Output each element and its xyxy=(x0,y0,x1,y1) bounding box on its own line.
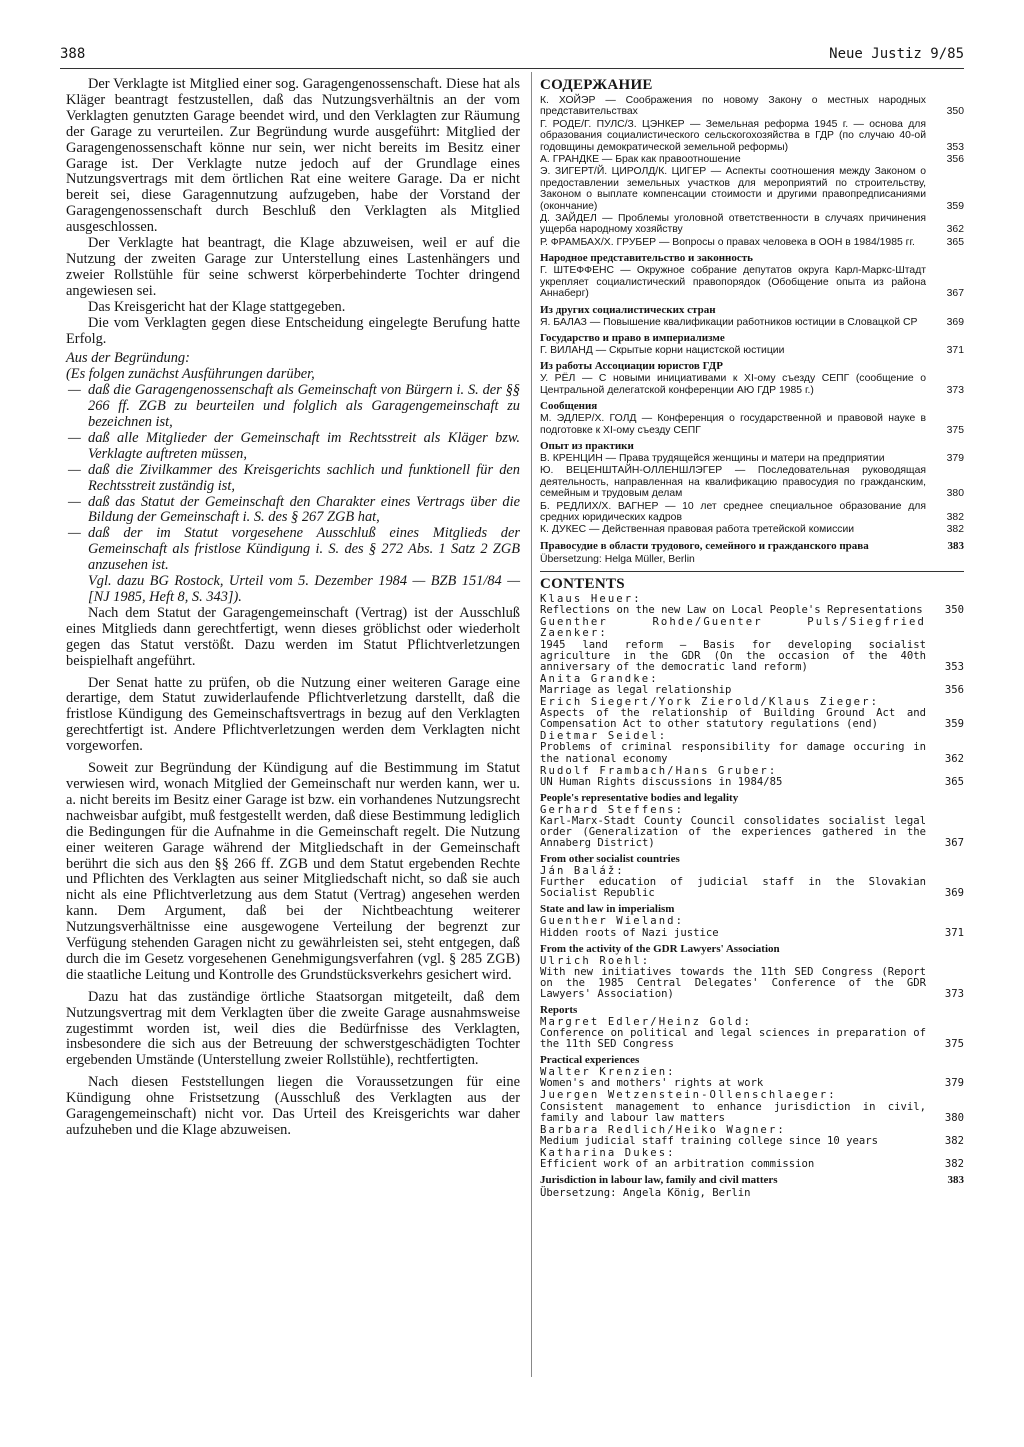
toc-title: Reflections on the new Law on Local People's Representations xyxy=(540,604,923,617)
list-item-text: daß der im Statut vorgesehene Ausschluß eines Mitglieds der Gemeinschaft als fristlose Kündigung i. S. des § 272 Abs. 1 Satz 2 ZGB anzusehen ist. xyxy=(88,525,520,574)
paragraph: Nach dem Statut der Garagengemeinschaft (Vertrag) ist der Ausschluß eines Mitglieds dann gerechtfertigt, wenn dieses gröblichst oder wiederholt gegen das Statut verstößt. Dazu werden im Statut Pflichtverletzungen beispielhaft angeführt. xyxy=(66,604,520,669)
toc-entry xyxy=(540,766,964,788)
toc-entry xyxy=(540,213,964,236)
toc-section: Jurisdiction in labour law, family and civil matters xyxy=(540,1174,778,1187)
toc-entry xyxy=(540,465,964,499)
translator-credit: Übersetzung: Angela König, Berlin xyxy=(540,1187,751,1200)
toc-author: Ján Baláž: xyxy=(540,865,625,878)
page-number: 388 xyxy=(60,46,86,62)
toc-page: 350 xyxy=(946,106,964,118)
column-divider xyxy=(531,72,532,1377)
toc-author: М. ЭДЛЕР/Х. ГОЛД xyxy=(540,413,637,425)
page-header xyxy=(60,46,964,68)
toc-entry xyxy=(540,1017,964,1050)
toc-title: — Конференция о государственной и правовой науке в подготовке к XI-ому съезду СЕПГ xyxy=(540,413,927,436)
toc-author: Barbara Redlich/Heiko Wagner: xyxy=(540,1123,786,1136)
toc-title: — Окружное собрание депутатов округа Карл-Маркс-Штадт укрепляет социалистический правопорядок (Обобщение опыта из района Аннаберг) xyxy=(540,265,927,300)
toc-author: Г. РОДЕ/Г. ПУЛС/З. ЦЭНКЕР xyxy=(540,118,685,130)
toc-entry xyxy=(540,524,964,535)
toc-entry xyxy=(540,866,964,899)
toc-page: 365 xyxy=(944,775,964,788)
toc-page: 356 xyxy=(944,683,964,696)
toc-title: — Соображения по новому Закону о местных народных представительствах xyxy=(540,95,926,118)
toc-section: Practical experiences xyxy=(540,1054,640,1067)
toc-entry xyxy=(540,501,964,524)
paragraph: Der Senat hatte zu prüfen, ob die Nutzung einer weiteren Garage eine derartige, dem Statut zuwiderlaufende Pflichtverletzung darstellt, daß die fristlose Kündigung des Gemeinschaftsvertrags in bezug auf den Verklagten gerechtfertigt ist. Andere Pflichtverletzungen werden dem Verklagten nicht vorgeworfen. xyxy=(66,674,520,755)
toc-entry xyxy=(540,95,964,118)
toc-author: Ю. ВЕЦЕНШТАЙН-ОЛЛЕНШЛЭГЕР xyxy=(540,465,723,477)
toc-author: Anita Grandke: xyxy=(540,672,659,685)
dash-marker: — xyxy=(68,382,81,399)
toc-title: Marriage as legal relationship xyxy=(540,683,732,696)
toc-entry xyxy=(540,697,964,730)
toc-author: Б. РЕДЛИХ/Х. ВАГНЕР xyxy=(540,500,659,512)
toc-entry xyxy=(540,119,964,153)
reasoning-list xyxy=(66,383,520,574)
list-item-text: daß das Statut der Gemeinschaft den Charakter eines Vertrags über die Bildung der Gemeinschaft i. S. des § 267 ZGB hat, xyxy=(88,493,520,526)
toc-author: Э. ЗИГЕРТ/Й. ЦИРОЛД/К. ЦИГЕР xyxy=(540,166,707,178)
toc-page: 375 xyxy=(944,1038,964,1051)
dash-marker: — xyxy=(68,525,81,542)
toc-entry xyxy=(540,674,964,696)
toc-page: 362 xyxy=(946,224,964,236)
toc-section: From other socialist countries xyxy=(540,853,680,866)
toc-section: Народное представительство и законность xyxy=(540,252,754,265)
toc-ru-heading: СОДЕРЖАНИЕ xyxy=(540,77,653,93)
reasoning-heading: Aus der Begründung: xyxy=(66,350,190,367)
toc-page: 382 xyxy=(946,511,964,523)
toc-title: — 10 лет среднее специальное образование для средних юридических кадров xyxy=(540,500,926,523)
toc-title: — Вопросы о правах человека в ООН в 1984/1985 гг. xyxy=(659,236,915,248)
toc-page: 369 xyxy=(946,316,964,328)
toc-entry xyxy=(540,617,964,672)
toc-section: Опыт из практики xyxy=(540,439,634,452)
toc-author: Juergen Wetzenstein-Ollenschlaeger: xyxy=(540,1089,837,1102)
toc-author: Erich Siegert/York Zierold/Klaus Zieger: xyxy=(540,696,880,709)
toc-section: From the activity of the GDR Lawyers' Association xyxy=(540,942,780,955)
toc-page: 350 xyxy=(944,604,964,617)
toc-section: State and law in imperialism xyxy=(540,903,675,916)
toc-author: А. ГРАНДКЕ xyxy=(540,154,600,166)
toc-section: Государство и право в империализме xyxy=(540,331,725,344)
toc-title: Medium judicial staff training college since 10 years xyxy=(540,1134,879,1147)
paragraph: Nach diesen Feststellungen liegen die Voraussetzungen für eine Kündigung ohne Fristsetzung (Ausschluß des Verklagten aus der Garagengemeinschaft) nicht vor. Das Urteil des Kreisgerichts war daher aufzuheben und die Klage abzuweisen. xyxy=(66,1074,520,1138)
toc-en-heading: CONTENTS xyxy=(540,576,625,593)
toc-entry xyxy=(540,594,964,616)
toc-entry xyxy=(540,956,964,1000)
toc-page: 382 xyxy=(944,1158,964,1171)
list-item xyxy=(66,383,520,431)
toc-entry xyxy=(540,1125,964,1147)
paragraph: Der Verklagte ist Mitglied einer sog. Garagengenossenschaft. Diese hat als Kläger beantragt festzustellen, daß das Nutzungsverhältnis an der vom Verklagten genutzten Garage beendet wird, und den Verklagten zur Räumung der Garage zu verurteilen. Zur Begründung wurde ausgeführt: Mitglied der Garagengenossenschaft könne nur sein, wer nicht bereits im Besitz einer Garage ist. Der Verklagte nutze jedoch auf der Grundlage eines Nutzungsvertrags mit dem örtlichen Rat eine weitere Garage. Da er nicht bereit sei, diese Garagennutzung aufzugeben, habe der Vorstand der Garagengenossenschaft durch Beschluß den Verklagten als Mitglied ausgeschlossen. xyxy=(66,76,520,236)
toc-entry xyxy=(540,237,964,248)
list-item-text: daß die Zivilkammer des Kreisgerichts sachlich und funktionell für den Rechtsstreit zuständig ist, xyxy=(88,461,520,494)
toc-page: 359 xyxy=(946,200,964,212)
toc-entry xyxy=(540,265,964,299)
toc-author: У. РЁЛ xyxy=(540,373,576,385)
toc-title: Further education of judicial staff in the Slovakian Socialist Republic xyxy=(540,876,926,900)
toc-title: — Брак как правоотношение xyxy=(601,154,741,166)
toc-page: 382 xyxy=(944,1134,964,1147)
dash-marker: — xyxy=(68,461,81,478)
toc-entry xyxy=(540,453,964,464)
list-item-text: daß die Garagengenossenschaft als Gemeinschaft von Bürgern i. S. der §§ 266 ff. ZGB zu beurteilen und folglich als Garagengemeinschaft zu bezeichnen ist, xyxy=(88,382,520,431)
list-item xyxy=(66,431,520,463)
paragraph: Der Verklagte hat beantragt, die Klage abzuweisen, weil er auf die Nutzung der zweiten Garage zur Unterstellung eines Lastenhängers und zweier Rollstühle für seine schwerst körperbehinderte Tochter dringend angewiesen sei. xyxy=(66,235,520,299)
toc-page: 353 xyxy=(946,141,964,153)
toc-entry xyxy=(540,413,964,436)
toc-page: 373 xyxy=(944,987,964,1000)
toc-author: Р. ФРАМБАХ/Х. ГРУБЕР xyxy=(540,236,657,248)
toc-page: 367 xyxy=(944,837,964,850)
toc-title: — Аспекты соотношения между Законом о предоставлении земельных участков для мероприятий по строительству, Законом о выплате компенсации стоимости и другими правопредписаниями (окончание) xyxy=(540,166,926,212)
toc-page: 367 xyxy=(946,288,964,300)
toc-page: 382 xyxy=(946,524,964,536)
toc-page: 362 xyxy=(944,752,964,765)
paragraph: Soweit zur Begründung der Kündigung auf die Bestimmung im Statut verwiesen wird, wonach Mitglied der Gemeinschaft nur werden kann, wer u. a. nicht bereits im Besitz einer Garage ist bzw. ein vorhandenes Nutzungsrecht nachweisbar aufgibt, muß festgestellt werden, daß diese Bestimmung lediglich die Bedingungen für die Aufnahme in die Gemeinschaft regelt. Die Nutzung einer weiteren Garage während der Mitgliedschaft in der Gemeinschaft berührt die sich aus den §§ 266 ff. ZGB und dem Statut ergebenden Rechte und Pflichten des Verklagten aus seiner Mitgliedschaft nicht, so daß sie auch nicht als eine Pflichtverletzung aus dem Statut (Vertrag) angesehen werden kann. Dem Argument, daß bei der Nichtbeachtung weiterer Nutzungsverhältnisse eine ausgewogene Verteilung der begrenzt zur Verfügung stehenden Garagen nicht zu gewährleisten sei, steht entgegen, daß durch die im Gesetz vorgesehenen Genehmigungsverfahren (vgl. § 285 ZGB) die staatliche Leitung und Kontrolle des Grundstücksverkehrs gesichert wird. xyxy=(66,760,520,983)
toc-section: Из работы Ассоциации юристов ГДР xyxy=(540,360,723,373)
toc-page: 383 xyxy=(947,539,964,552)
toc-entry xyxy=(540,373,964,396)
toc-section-entry xyxy=(540,1174,964,1186)
toc-author: Dietmar Seidel: xyxy=(540,730,668,743)
toc-section-entry xyxy=(540,540,964,552)
toc-title: UN Human Rights discussions in 1984/85 xyxy=(540,775,783,788)
toc-page: 356 xyxy=(946,154,964,166)
toc-author: Ulrich Roehl: xyxy=(540,954,651,967)
toc-section: People's representative bodies and legality xyxy=(540,791,739,804)
citation: Vgl. dazu BG Rostock, Urteil vom 5. Dezember 1984 — BZB 151/84 — [NJ 1985, Heft 8, S. 343]). xyxy=(88,573,520,605)
toc-entry xyxy=(540,154,964,165)
toc-section: Из других социалистических стран xyxy=(540,303,716,316)
toc-author: Walter Krenzien: xyxy=(540,1066,676,1079)
toc-entry xyxy=(540,731,964,764)
list-item xyxy=(66,463,520,495)
dash-marker: — xyxy=(68,429,81,446)
reasoning-intro: (Es folgen zunächst Ausführungen darüber, xyxy=(66,366,315,383)
paragraph: Dazu hat das zuständige örtliche Staatsorgan mitgeteilt, daß dem Nutzungsvertrag mit dem Verklagten über die zweite Garage ausnahmsweise zugestimmt worden ist, weil dies die Bedürfnisse des Verklagten, insbesondere die sich aus der Betreuung der schwerstgeschädigten Tochter ergebenden Umstände (Unterstellung zweier Rollstühle), rechtfertigten. xyxy=(66,988,520,1069)
toc-author: Г. ШТЕФФЕНС xyxy=(540,265,615,277)
toc-entry xyxy=(540,317,964,328)
toc-author: Д. ЗАЙДЕЛ xyxy=(540,213,597,225)
toc-section: Reports xyxy=(540,1004,578,1016)
toc-author: К. ХОЙЭР xyxy=(540,95,596,106)
toc-title: — С новыми инициативами к XI-ому съезду СЕПГ (сообщение о Центральной делегатской конференции АЮ ГДР 1985 г.) xyxy=(540,373,927,396)
toc-title: 1945 land reform — Basis for developing socialist agriculture in the GDR (On the occasion of the 40th anniversary of the democratic land reform) xyxy=(540,638,926,673)
toc-page: 373 xyxy=(946,384,964,396)
toc-entry xyxy=(540,166,964,212)
toc-page: 375 xyxy=(946,424,964,436)
toc-page: 369 xyxy=(944,887,964,900)
toc-title: Consistent management to enhance jurisdiction in civil, family and labour law matters xyxy=(540,1100,926,1124)
paragraph: Das Kreisgericht hat der Klage stattgegeben. xyxy=(88,298,346,315)
toc-title: — Проблемы уголовной ответственности в случаях причинения ущерба народному хозяйству xyxy=(540,213,926,236)
toc-page: 380 xyxy=(944,1111,964,1124)
toc-title: Conference on political and legal sciences in preparation of the 11th SED Congress xyxy=(540,1027,926,1051)
toc-title: — Действенная правовая работа третейской комиссии xyxy=(588,524,855,536)
list-item xyxy=(66,495,520,527)
toc-ru xyxy=(540,95,964,565)
toc-page: 359 xyxy=(944,718,964,731)
toc-page: 379 xyxy=(946,452,964,464)
toc-author: Я. БАЛАЗ xyxy=(540,316,587,328)
translator-credit: Übersetzung: Helga Müller, Berlin xyxy=(540,553,695,565)
toc-author: Klaus Heuer: xyxy=(540,593,642,606)
section-rule xyxy=(540,571,964,572)
toc-page: 383 xyxy=(947,1174,964,1187)
list-item-text: daß alle Mitglieder der Gemeinschaft im Rechtsstreit als Kläger bzw. Verklagte auftreten müssen, xyxy=(88,429,520,462)
toc-author: Gerhard Steffens: xyxy=(540,803,685,816)
dash-marker: — xyxy=(68,493,81,510)
toc-entry xyxy=(540,1067,964,1089)
toc-title: Women's and mothers' rights at work xyxy=(540,1077,764,1090)
toc-entry xyxy=(540,345,964,356)
toc-page: 353 xyxy=(944,660,964,673)
toc-author: Г. ВИЛАНД xyxy=(540,344,593,356)
toc-section: Сообщения xyxy=(540,400,598,413)
contents-column xyxy=(540,77,964,1199)
toc-entry xyxy=(540,916,964,938)
toc-title: Hidden roots of Nazi justice xyxy=(540,926,719,939)
toc-title: Efficient work of an arbitration commission xyxy=(540,1158,815,1171)
toc-page: 371 xyxy=(944,926,964,939)
toc-entry xyxy=(540,805,964,849)
list-item xyxy=(66,526,520,574)
toc-page: 379 xyxy=(944,1077,964,1090)
toc-entry xyxy=(540,1148,964,1170)
toc-en xyxy=(540,594,964,1199)
toc-author: Katharina Dukes: xyxy=(540,1146,676,1159)
toc-author: Margret Edler/Heinz Gold: xyxy=(540,1016,752,1028)
toc-page: 365 xyxy=(946,236,964,248)
toc-section: Правосудие в области трудового, семейного и гражданского права xyxy=(540,539,869,552)
reasoning-block xyxy=(66,351,520,606)
article-column xyxy=(66,77,520,1139)
toc-page: 380 xyxy=(946,488,964,500)
header-rule xyxy=(60,68,964,69)
toc-page: 371 xyxy=(946,344,964,356)
toc-title: — Права трудящейся женщины и матери на предприятии xyxy=(605,452,885,464)
toc-author: Guenther Rohde/Guenter Puls/Siegfried Zaenker: xyxy=(540,616,926,640)
toc-title: Problems of criminal responsibility for damage occuring in the national economy xyxy=(540,741,926,765)
journal-issue: Neue Justiz 9/85 xyxy=(829,46,964,62)
toc-title: With new initiatives towards the 11th SED Congress (Report on the 1985 Central Delegates' Conference of the GDR Lawyers' Association) xyxy=(540,965,926,1000)
toc-author: Rudolf Frambach/Hans Gruber: xyxy=(540,764,778,777)
toc-entry xyxy=(540,1090,964,1123)
toc-title: — Земельная реформа 1945 г. — основа для образования социалистического сельскогохозяйства в ГДР (по случаю 40-ой годовщины демократической земельной реформы) xyxy=(540,118,927,153)
toc-author: В. КРЕНЦИН xyxy=(540,452,603,464)
toc-title: Aspects of the relationship of Building Ground Act and Compensation Act to other statutory regulations (end) xyxy=(540,707,926,731)
paragraph: Die vom Verklagten gegen diese Entscheidung eingelegte Berufung hatte Erfolg. xyxy=(66,314,520,347)
toc-author: К. ДУКЕС xyxy=(540,524,587,536)
toc-title: — Скрытые корни нацистской юстиции xyxy=(595,344,785,356)
toc-title: — Повышение квалификации работников юстиции в Словацкой СР xyxy=(589,316,918,328)
toc-title: — Последовательная руководящая деятельность, направленная на квалификацию правосудия по гражданским, семейным и трудовым делам xyxy=(540,465,927,500)
toc-title: Karl-Marx-Stadt County Council consolidates socialist legal order (Generalization of the experiences gathered in the Annaberg District) xyxy=(540,814,926,850)
toc-author: Guenther Wieland: xyxy=(540,915,685,928)
